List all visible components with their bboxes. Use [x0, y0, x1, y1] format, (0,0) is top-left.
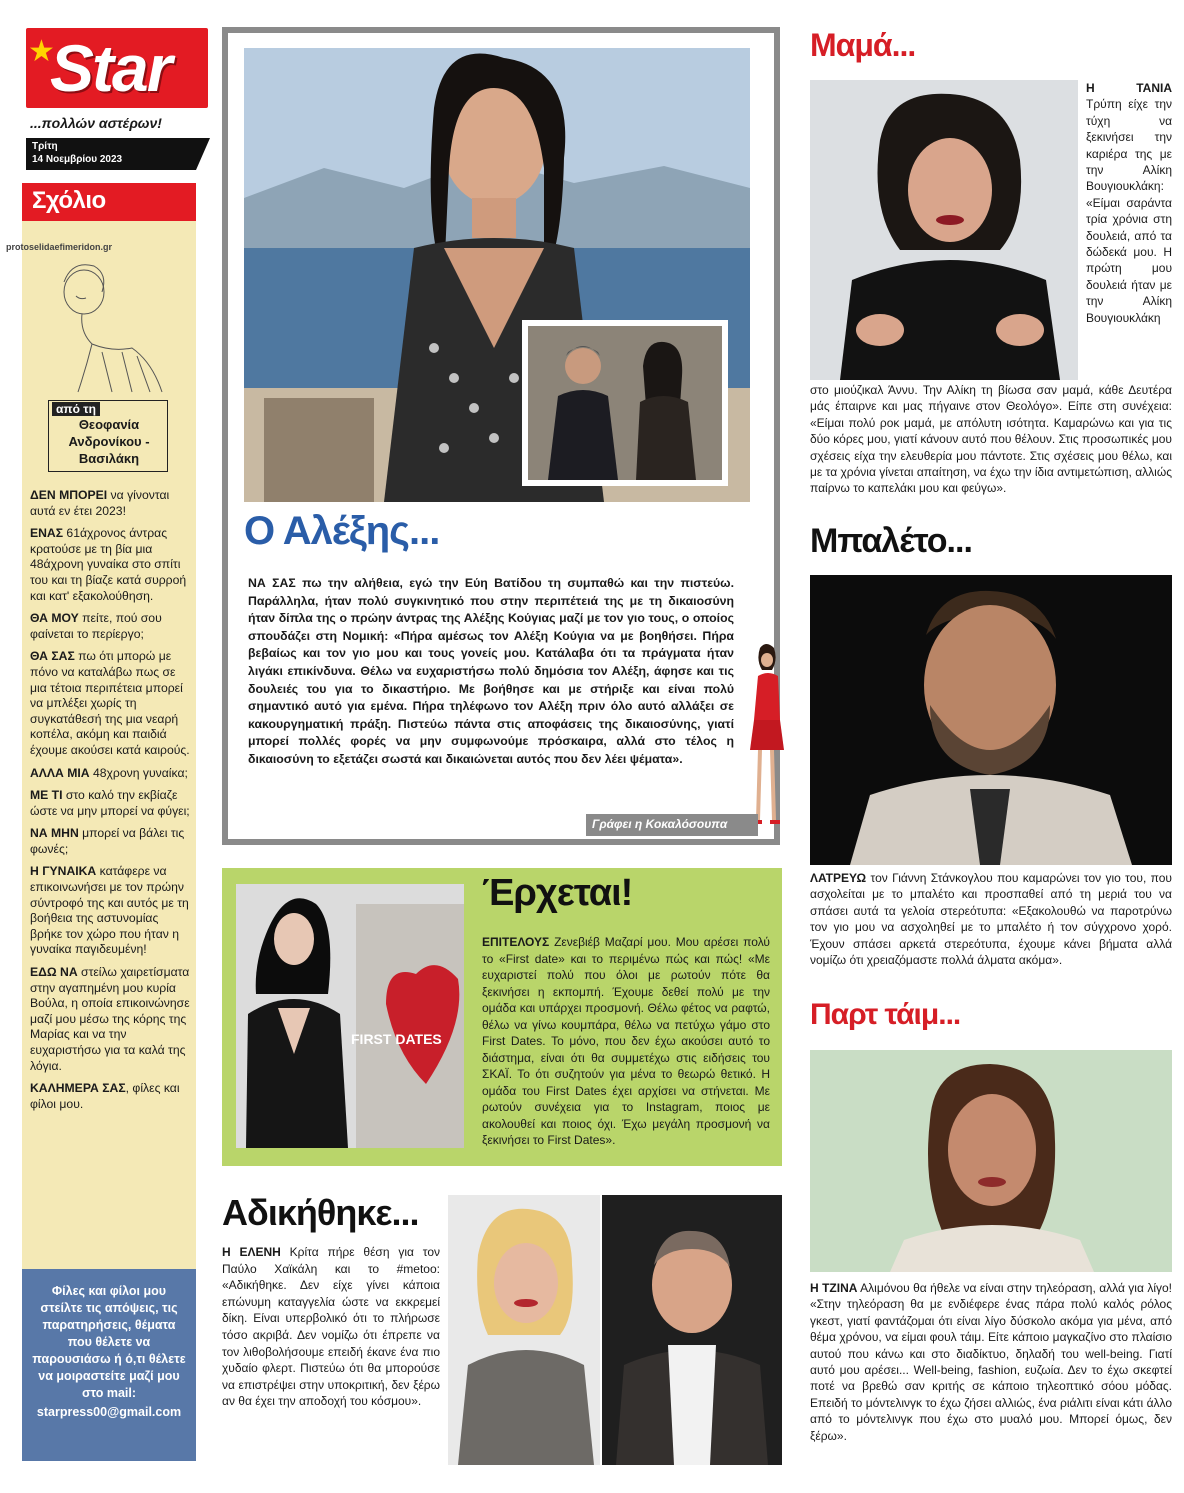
day: Τρίτη — [32, 141, 58, 152]
mama-headline: Μαμά... — [810, 27, 916, 63]
column-paragraph: ΘΑ ΜΟΥ πείτε, πού σου φαίνεται το περίεργο; — [30, 611, 162, 641]
byline: Γράφει η Κοκαλόσουπα — [586, 814, 758, 836]
first-dates-photo — [236, 884, 464, 1148]
column-paragraph: ΕΝΑΣ 61άχρονος άντρας κρατούσε με τη βία μια 48άχρονη γυναίκα στο σπίτι του και τη βίαζε κατά συρροή και κατ' εξακολούθηση. — [30, 526, 187, 603]
eleni-krita-photo — [448, 1195, 600, 1465]
tagline: ...πολλών αστέρων! — [30, 115, 162, 131]
column-paragraph: ΚΑΛΗΜΕΡΑ ΣΑΣ, φίλες και φίλοι μου. — [30, 1081, 180, 1111]
mpaleto-body: ΛΑΤΡΕΥΩ τον Γιάννη Στάνκογλου που καμαρώνει τον γιο του, που ασχολείται με το μπαλέτο και προσπαθεί από τη μεριά του να σπάσει αυτά τα γελοία στερεότυπα: «Εξακολουθώ να παροτρύνω τον γιο μου να ασχοληθεί με το μπαλέτο ή τον σύγχρονο χορό. Έχουν σπάσει αρκετά στερεότυπα, έχουμε κάνει βήματα αλλά νομίζω ότι χρειαζόμαστε πολλά άλματα ακόμα». — [810, 871, 1172, 968]
author-prefix: από τη — [52, 402, 100, 416]
parttime-headline: Παρτ τάιμ... — [810, 998, 961, 1031]
star-icon: ★ — [28, 35, 55, 68]
contact-text: Φίλες και φίλοι μου στείλτε τις απόψεις, τις παρατηρήσεις, θέματα που θέλετε να παρουσιάσω ή ό,τι θέλετε να μοιραστείτε μαζί μου στο mail: — [32, 1284, 186, 1400]
inset-photo-image — [528, 326, 722, 480]
contact-email[interactable]: starpress00@gmail.com — [36, 1405, 182, 1419]
date-box — [26, 138, 196, 170]
author-name: Θεοφανία Ανδρονίκου - Βασιλάκη — [68, 417, 150, 466]
erxetai-headline: Έρχεται! — [482, 872, 633, 914]
column-text — [30, 488, 190, 1119]
column-paragraph: ΔΕΝ ΜΠΟΡΕΙ να γίνονται αυτά εν έτει 2023! — [30, 488, 170, 518]
section-title: Σχόλιο — [22, 183, 196, 221]
mama-body: στο μιούζικαλ Άννυ. Την Αλίκη τη βίωσα σαν μαμά, κάθε Δευτέρα μάς έπαιρνε και μας πήγαινε στον Θεολόγο». Είπε στη συνέχεια: «Είμαι πολύ ροκ μαμά, με απόλυτη ισότητα. Καμαρώνω και για τις δύο κόρες μου, γιατί κάνουν αυτό που θέλουν. Στις προσωπικές μου σχέσεις είχα την ελευθερία μου πάντοτε. Στις σχέσεις μου θέλω, και με τα χρόνια γίνεται απαίτηση, να έχω την ίδια αντιμετώπιση, αλλιώς παίρνω το καπελάκι μου και φεύγω». — [810, 383, 1172, 496]
column-paragraph: ΜΕ ΤΙ στο καλό την εκβίαζε ώστε να μην μπορεί να φύγει; — [30, 788, 190, 818]
tania-trypi-photo — [810, 80, 1078, 380]
watermark: protoselidaefimeridon.gr — [6, 242, 113, 252]
column-paragraph: ΑΛΛΑ ΜΙΑ 48χρονη γυναίκα; — [30, 765, 188, 780]
alexis-body: ΝΑ ΣΑΣ πω την αλήθεια, εγώ την Εύη Βατίδου τη συμπαθώ και την πιστεύω. Παράλληλα, ήταν πολύ συγκινητικό που στην περιπέτειά της με τη δικαιοσύνη ήταν δίπλα της ο πρώην άντρας της Αλέξης Κούγιας μαζί με τον γιο τους, ο οποίος σπουδάζει στη Νομική: «Πήρα αμέσως τον Αλέξη Κούγια να με βοηθήσει. Πήρα βεβαίως και τον γιο μου και τους γονείς μου. Κατάλαβα ότι τα πράγματα ήταν λιγάκι επικίνδυνα. Θέλω να ευχαριστήσω πολύ δημόσια τον Αλέξη, άφησε και τις δουλειές του για το δικαστήριο. Με βοήθησε και με στήριξε και είναι πολύ σημαντικό αυτό για εμένα. Πήρα τηλέφωνο τον Αλέξη πριν όλο αυτό αλλάξει σε κακουργηματική πράξη. Πιστεύω πάντα στις αποφάσεις της δικαιοσύνης, γιατί μπορεί πολλές φορές να μην συμφωνούμε πρόσκαιρα, αλλά στο τέλος η δικαιοσύνη το εξετάζει σωστά και δικαιώνεται αυτός που δεν λέει ψέματα». — [248, 576, 734, 766]
alexis-headline: Ο Αλέξης... — [244, 509, 440, 553]
logo-text: Star — [50, 31, 171, 105]
adikithike-headline: Αδικήθηκε... — [222, 1192, 419, 1233]
parttime-body: Η ΤΖΙΝΑ Αλιμόνου θα ήθελε να είναι στην τηλεόραση, αλλά για λίγο! «Στην τηλεόραση θα με ενδιέφερε ένας πάρα πολύ καλός ρόλος γκεστ, γιατί φαντάζομαι ότι είναι λίγο δύσκολο ακόμα για μένα, από θέμα χρόνου, να είμαι φουλ τάιμ. Είτε κάποιο μαγκαζίνο στο πλαίσιο αυτού που κάνω και στο διαδίκτυο, δηλαδή του well-being. Γιατί αυτό μου αρέσει... Well-being, fashion, ευζωία. Δεν το έχω σκεφτεί ποτέ να βρεθώ σαν κριτής σε κάποιο τηλεοπτικό σόου μόδας. Επειδή το μόντελινγκ το έχω ζήσει αλλιώς, ένα ριάλιτι είναι κάτι άλλο από το μόντελινγκ που έχω στο μυαλό μου. Μπορεί όμως, δεν ξέρω». — [810, 1281, 1172, 1443]
inset-photo — [522, 320, 728, 486]
column-paragraph: ΝΑ ΜΗΝ μπορεί να βάλει τις φωνές; — [30, 826, 185, 856]
giannis-stankoglou-photo — [810, 575, 1172, 865]
adikithike-body: Η ΕΛΕΝΗ Κρίτα πήρε θέση για τον Παύλο Χαϊκάλη και το #metoo: «Αδικήθηκε. Δεν είχε γίνει κάποια επώνυμη καταγγελία ώστε να εκκρεμεί δίκη. Είναι υπερβολικό ότι το πλήρωσε τόσο ακριβά. Δεν νομίζω ότι έπρεπε να τον λιθοβολήσουμε επειδή έκανε ένα πιο χυδαίο φλερτ. Πιστεύω ότι θα μπορούσε να επιστρέψει στην υποκριτική, δεν ξέρω αν θα έχει την αποδοχή του κόσμου». — [222, 1245, 440, 1409]
pavlos-haikalis-photo — [602, 1195, 782, 1465]
contact-box — [22, 1269, 196, 1461]
column-paragraph: ΘΑ ΣΑΣ πω ότι μπορώ με πόνο να καταλάβω πως σε μια τέτοια περιπέτεια μπορεί να μπλέξει χωρίς τη συγκατάθεσή της μια νεαρή κοπέλα, ακόμη και παιδιά έχουμε ακούσει κατά καιρούς. — [30, 649, 190, 757]
author-sketch — [42, 252, 192, 402]
heart-label: FIRST DATES — [351, 1031, 442, 1047]
mama-side-text: Η ΤΑΝΙΑ Τρύπη είχε την τύχη να ξεκινήσει την καριέρα της με την Αλίκη Βουγιουκλάκη: «Είμαι σαράντα τρία χρόνια στη δουλειά, από τα δώδεκά μου. Η πρώτη μου δουλειά ήταν με την Αλίκη Βουγιουκλάκη — [1086, 81, 1172, 325]
kokalosoupa-figure — [746, 640, 786, 840]
column-paragraph: Η ΓΥΝΑΙΚΑ κατάφερε να επικοινωνήσει με τον πρώην σύντροφό της και αυτός με τη βοήθεια της αστυνομίας βρήκε τον χώρο που ήταν η γυναίκα παγιδευμένη! — [30, 864, 189, 957]
column-paragraph: ΕΔΩ ΝΑ στείλω χαιρετίσματα στην αγαπημένη μου κυρία Βούλα, η οποία επικοινώνησε μαζί μου μέσω της κόρης της Μαρίας και να την ευχαριστήσω για τα καλά της λόγια. — [30, 965, 190, 1073]
erxetai-body: ΕΠΙΤΕΛΟΥΣ Ζενεβιέβ Μαζαρί μου. Μου αρέσει πολύ το «First date» και το περιμένω πώς και πώς! «Με ευχαριστεί πολύ που όλοι με ρωτούν πότε θα ξεκινήσει η εκπομπή. Έχουμε δεθεί πολύ με την ομάδα και υπάρχει προσμονή. Θέλω φέτος να ραφτώ, θέλω να γίνω κουμπάρα, θέλω να πετύχω γάμο στο First Dates. Το μόνο, που δεν έχω ακούσει αυτό το διάστημα, είναι ότι θα συμμετέχω στις ειδήσεις του ΣΚΑΪ. Το ότι συζητούν για μένα το θεωρώ θετικό. Η ομάδα του First Dates έχει αρχίσει να στήνεται. Με ρωτούν συνέχεια για το Instagram, ποιος με ακολουθεί και ποιος όχι. Έχω μεγάλη προσμονή να ξεκινήσει το First Dates». — [482, 935, 770, 1147]
tzina-photo — [810, 1050, 1172, 1272]
date: 14 Νοεμβρίου 2023 — [32, 154, 123, 165]
star-logo — [26, 28, 208, 108]
mpaleto-headline: Μπαλέτο... — [810, 522, 972, 560]
